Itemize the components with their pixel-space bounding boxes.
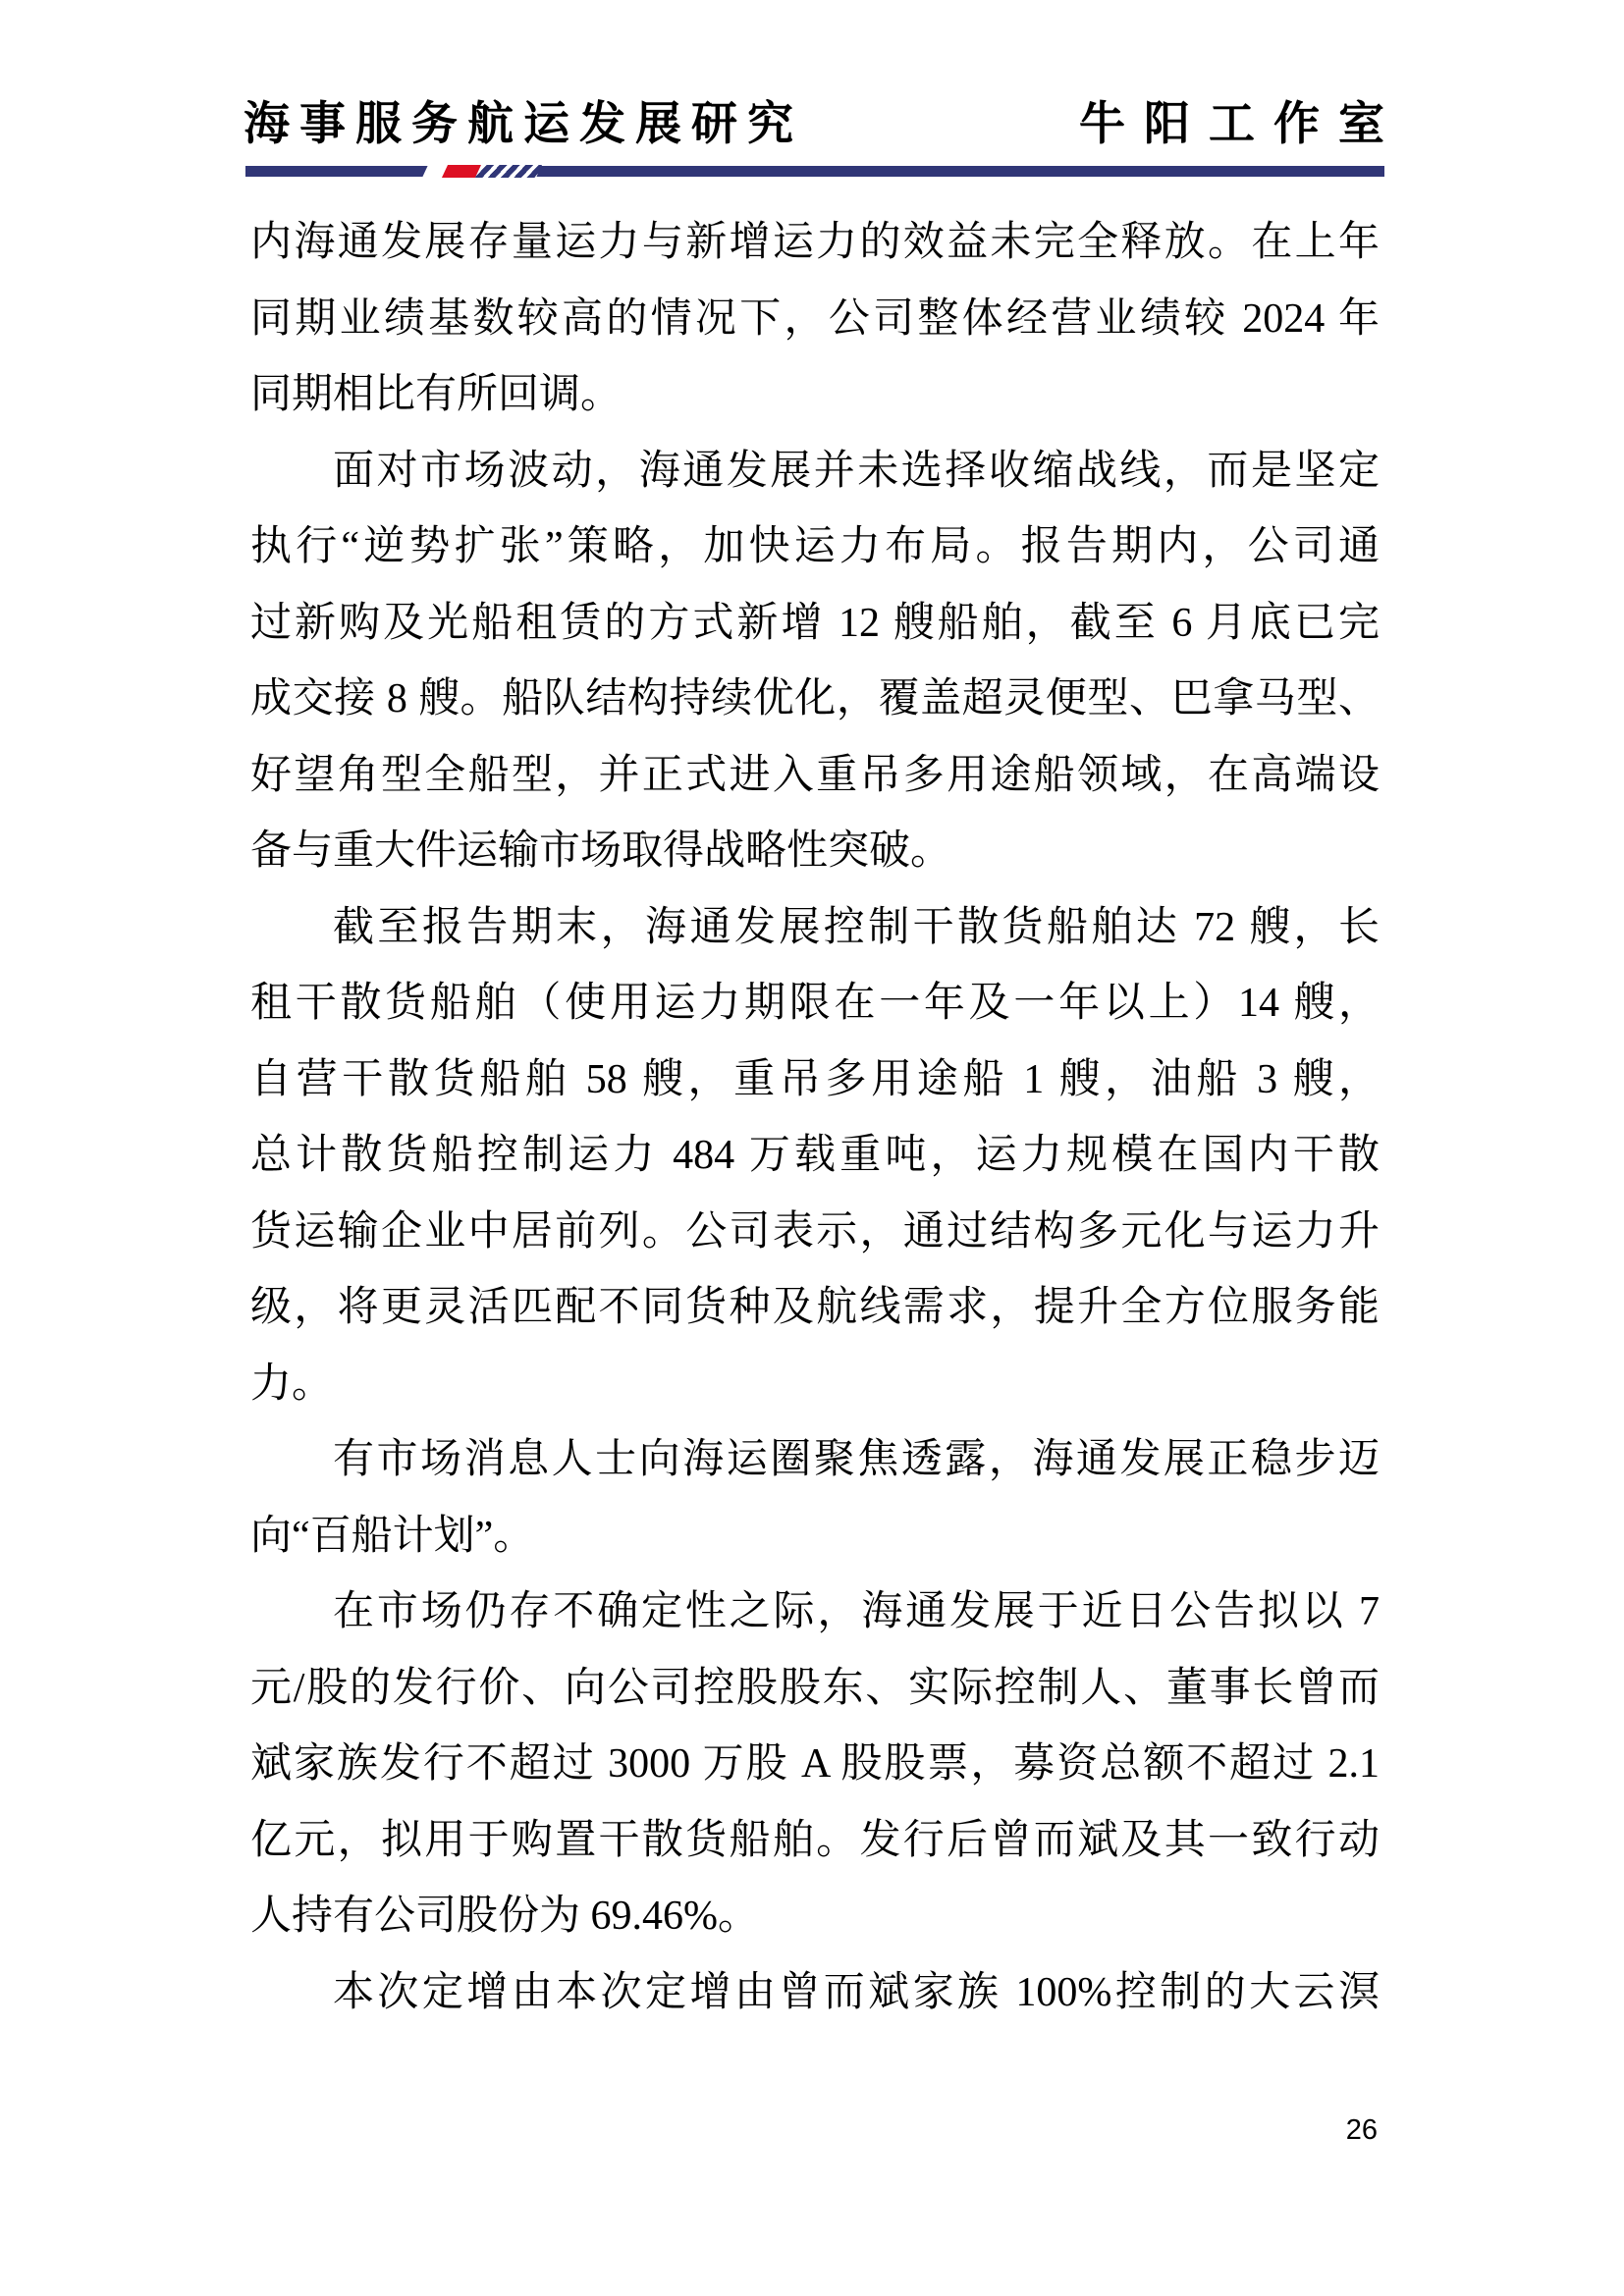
text-line: 截至报告期末，海通发展控制干散货船舶达 72 艘，长	[333, 904, 1380, 950]
article-body	[250, 205, 1380, 2031]
page-header	[244, 96, 1403, 151]
header-rule	[245, 166, 1384, 177]
text-line: 货运输企业中居前列。公司表示，通过结构多元化与运力升	[250, 1208, 1380, 1255]
text-line: 在市场仍存不确定性之际，海通发展于近日公告拟以 7	[333, 1589, 1380, 1634]
text-line: 亿元，拟用于购置干散货船舶。发行后曾而斌及其一致行动	[250, 1817, 1380, 1863]
text-line: 内海通发展存量运力与新增运力的效益未完全释放。在上年	[250, 220, 1380, 265]
text-line: 过新购及光船租赁的方式新增 12 艘船舶，截至 6 月底已完	[250, 600, 1380, 646]
text-line: 有市场消息人士向海运圈聚焦透露，海通发展正稳步迈	[333, 1437, 1380, 1482]
text-line: 好望角型全船型，并正式进入重吊多用途船领域，在高端设	[250, 752, 1380, 798]
text-line: 斌家族发行不超过 3000 万股 A 股股票，募资总额不超过 2.1	[250, 1741, 1380, 1787]
header-left-title: 海事服务航运发展研究	[244, 97, 803, 149]
text-line: 同期业绩基数较高的情况下，公司整体经营业绩较 2024 年	[250, 295, 1380, 342]
text-line: 人持有公司股份为 69.46%。	[250, 1894, 759, 1939]
text-line: 自营干散货船舶 58 艘，重吊多用途船 1 艘，油船 3 艘，	[250, 1056, 1380, 1102]
text-line: 同期相比有所回调。	[250, 372, 623, 417]
text-line: 元/股的发行价、向公司控股股东、实际控制人、董事长曾而	[250, 1665, 1380, 1711]
text-line: 成交接 8 艘。船队结构持续优化，覆盖超灵便型、巴拿马型、	[250, 676, 1380, 721]
text-line: 级，将更灵活匹配不同货种及航线需求，提升全方位服务能	[250, 1285, 1380, 1330]
text-line: 备与重大件运输市场取得战略性突破。	[250, 828, 952, 874]
text-line: 执行“逆势扩张”策略，加快运力布局。报告期内，公司通	[250, 524, 1380, 569]
text-line: 面对市场波动，海通发展并未选择收缩战线，而是坚定	[333, 448, 1380, 494]
header-rule-stripes-accent	[475, 165, 542, 178]
text-line: 力。	[250, 1361, 334, 1407]
text-line: 本次定增由本次定增由曾而斌家族 100%控制的大云溟	[333, 1969, 1380, 2015]
header-right-title: 牛阳工作室	[1079, 97, 1403, 149]
page-number: 26	[1345, 2114, 1378, 2146]
text-line: 租干散货船舶（使用运力期限在一年及一年以上）14 艘，	[250, 981, 1380, 1026]
text-line: 向“百船计划”。	[250, 1513, 535, 1559]
text-line: 总计散货船控制运力 484 万载重吨，运力规模在国内干散	[250, 1133, 1380, 1178]
